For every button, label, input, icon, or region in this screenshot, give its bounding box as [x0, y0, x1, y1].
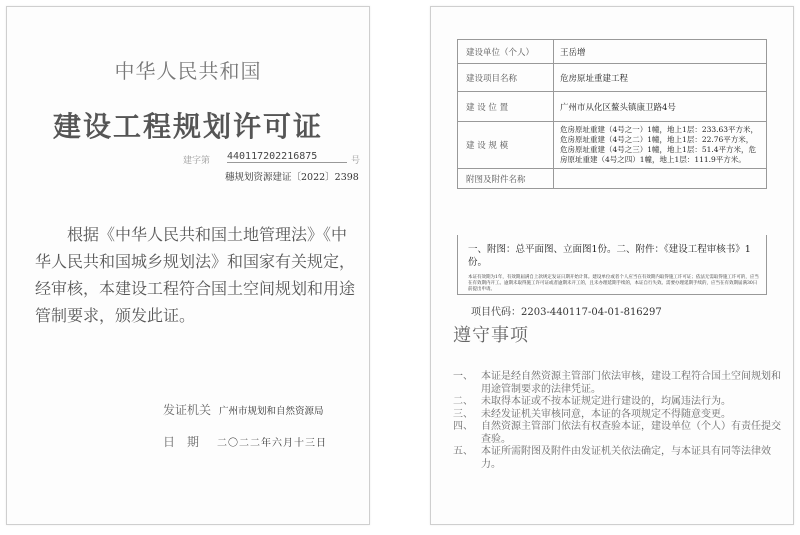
permit-details-page — [430, 6, 794, 525]
row-value — [554, 169, 767, 189]
permit-cover-page — [6, 6, 370, 525]
issue-date — [163, 433, 327, 450]
issuing-authority — [163, 401, 324, 418]
permit-statement: 根据《中华人民共和国土地管理法》《中华人民共和国城乡规划法》和国家有关规定，经审核，本建设工程符合国土空间规划和用途管制要求，颁发此证。 — [35, 225, 356, 325]
table-row — [458, 64, 767, 92]
list-item: 二、 未取得本证或不按本证规定进行建设的，均属违法行为。 — [453, 396, 731, 407]
issuing-authority-value: 广州市规划和自然资源局 — [219, 406, 324, 417]
issuing-country: 中华人民共和国 — [114, 59, 262, 83]
project-code: 项目代码：2203-440117-04-01-816297 — [471, 307, 662, 318]
permit-details-table — [457, 39, 767, 189]
row-key: 建 设 位 置 — [458, 92, 554, 122]
validity-note: 本证有效期为1年，有效期届满自上款规定发证日期开始计算。建设单位或者个人应当在有效期内取得施工许可证；依法无需取得施工许可的，应当在有效期内开工。逾期未取得施工许可证或者逾期未开工的，且未办理延期手续的，本证自行失效。需要办理延期手续的，应当在有效期届满30日前提出申请。 — [468, 275, 759, 292]
row-key: 建 设 规 模 — [458, 122, 554, 169]
row-value: 王岳增 — [554, 40, 767, 64]
row-key: 附图及附件名称 — [458, 169, 554, 189]
list-item: 五、 本证所需附图及附件由发证机关依法确定，与本证具有同等法律效力。 — [453, 446, 771, 470]
list-item: 一、 本证是经自然资源主管部门依法审核，建设工程符合国土空间规划和用途管制要求的法律凭证。 — [453, 371, 781, 395]
attachments-box — [457, 235, 767, 295]
rules-list — [453, 371, 783, 471]
issue-date-label: 日 期 — [163, 435, 200, 449]
attachments-list: 一、附图：总平面图、立面图1份。二、附件：《建设工程审核书》1份。 — [468, 244, 751, 268]
table-row — [458, 40, 767, 64]
list-item: 三、 未经发证机关审核同意，本证的各项规定不得随意变更。 — [453, 408, 731, 420]
row-key: 建设单位（个人） — [458, 40, 554, 64]
reference-number: 穗规划资源建证〔2022〕2398 — [225, 172, 359, 183]
row-value: 危房原址重建（4号之一）1幢，地上1层：233.63平方米，危房原址重建（4号之二）1幢，地上1层：22.76平方米，危房原址重建（4号之三）1幢，地上1层：51.4平方米，危房原址重建（4号之四）1幢，地上1层：111.9平方米。 — [554, 122, 767, 169]
permit-number-suffix: 号 — [351, 156, 361, 166]
permit-title: 建设工程规划许可证 — [52, 110, 323, 143]
table-row — [458, 122, 767, 169]
table-row — [458, 169, 767, 189]
list-item: 四、 自然资源主管部门依法有权查验本证，建设单位（个人）有责任提交查验。 — [453, 421, 781, 445]
issuing-authority-label: 发证机关 — [163, 403, 212, 417]
permit-number-label: 建字第 — [183, 156, 211, 166]
issue-date-value: 二〇二二年六月十三日 — [217, 438, 328, 449]
table-row — [458, 92, 767, 122]
row-key: 建设项目名称 — [458, 64, 554, 92]
rules-title: 遵守事项 — [453, 325, 529, 346]
row-value: 广州市从化区鳌头镇康卫路4号 — [554, 92, 767, 122]
permit-number-value: 440117202216875 — [227, 151, 347, 163]
row-value: 危房原址重建工程 — [554, 64, 767, 92]
